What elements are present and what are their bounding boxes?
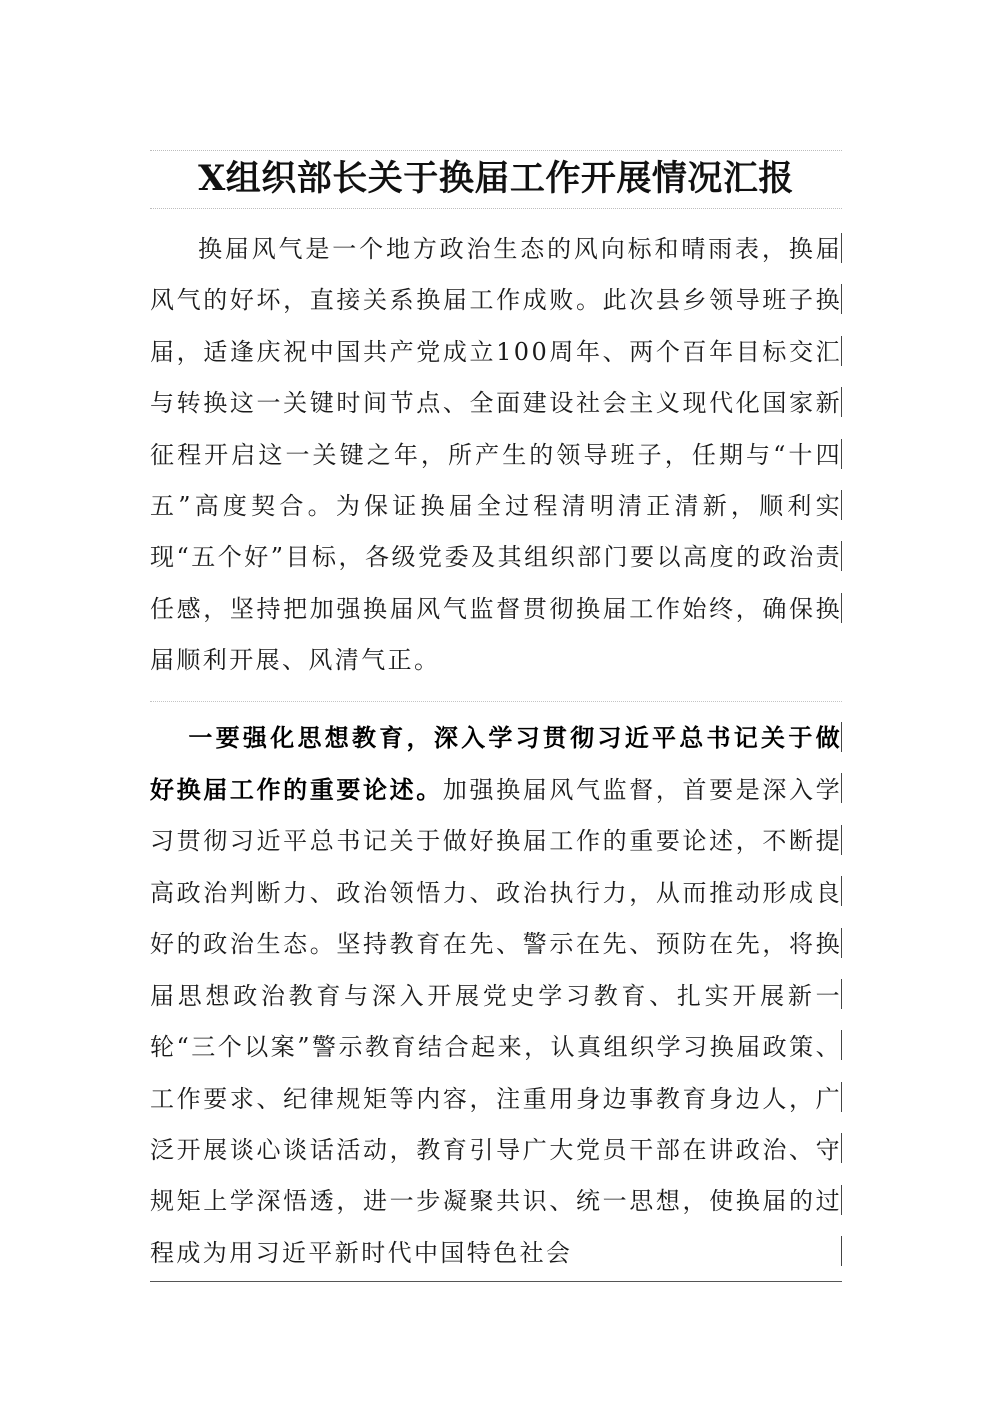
document-title: X组织部长关于换届工作开展情况汇报 [198,158,794,199]
paragraph-intro-text: 换届风气是一个地方政治生态的风向标和晴雨表，换届风气的好坏，直接关系换届工作成败。此次县乡领导班子换届，适逢庆祝中国共产党成立100周年、两个百年目标交汇与转换这一关键时间节点、全面建设社会主义现代化国家新征程开启这一关键之年，所产生的领导班子，任期与“十四五”高度契合。为保证换届全过程清明清正清新，顺利实现“五个好”目标，各级党委及其组织部门要以高度的政治责任感，坚持把加强换届风气监督贯彻换届工作始终，确保换届顺利开展、风清气正。 [150,235,842,675]
margin-rule [841,1185,842,1215]
margin-rule [841,1082,842,1112]
margin-rule [841,1236,842,1266]
margin-rule [841,284,842,314]
margin-rule [841,1030,842,1060]
margin-rule [841,541,842,571]
margin-rule [841,336,842,366]
paragraph-section-one-lead: 一要强化思想教育，深入学习贯彻习近平总书记关于做好换届工作的重要论述。 [150,722,842,805]
margin-rule [841,387,842,417]
document-page [150,150,842,1282]
margin-rule [841,1133,842,1163]
margin-rule [841,233,842,263]
margin-rule [841,593,842,623]
paragraph-section-one-text: 加强换届风气监督，首要是深入学习贯彻习近平总书记关于做好换届工作的重要论述，不断提高政治判断力、政治领悟力、政治执行力，从而推动形成良好的政治生态。坚持教育在先、警示在先、预防在先，将换届思想政治教育与深入开展党史学习教育、扎实开展新一轮“三个以案”警示教育结合起来，认真组织学习换届政策、工作要求、纪律规矩等内容，注重用身边事教育身边人，广泛开展谈心谈话活动，教育引导广大党员干部在讲政治、守规矩上学深悟透，进一步凝聚共识、统一思想，使换届的过程成为用习近平新时代中国特色社会 [150,776,843,1267]
margin-rule [841,439,842,469]
margin-rule [841,928,842,958]
margin-rule [841,876,842,906]
margin-rule [841,773,842,803]
margin-rule [841,825,842,855]
paragraph-section-one [150,712,842,1282]
title-block [150,150,842,209]
margin-rule [841,490,842,520]
margin-rule [841,722,842,752]
paragraph-intro [150,223,842,702]
margin-rule [841,979,842,1009]
